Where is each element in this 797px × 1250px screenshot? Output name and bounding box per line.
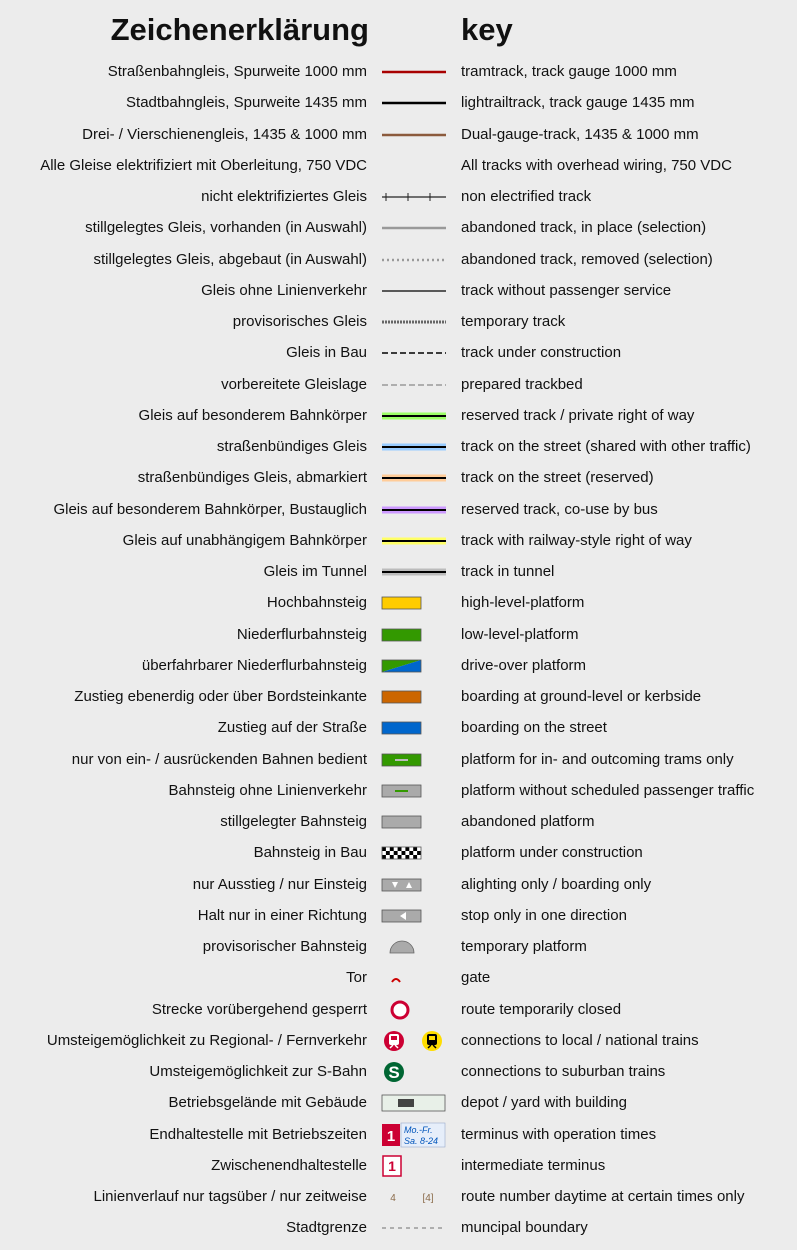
terminus-times-icon xyxy=(380,1120,448,1150)
legend-row xyxy=(0,932,797,962)
legend-row xyxy=(0,557,797,587)
non-electrified-track-icon xyxy=(380,182,448,212)
legend-label-german: provisorisches Gleis xyxy=(232,313,367,330)
legend-label-english: tramtrack, track gauge 1000 mm xyxy=(461,63,677,80)
legend-label-english: platform under construction xyxy=(461,844,643,862)
legend-label-english: muncipal boundary xyxy=(461,1219,588,1237)
legend-label-english: low-level-platform xyxy=(461,625,579,643)
legend-label-german: Gleis ohne Linienverkehr xyxy=(201,281,367,299)
legend-label-english: platform for in- and outcoming trams only xyxy=(461,750,734,768)
legend-label-german: nur Ausstieg / nur Einsteig xyxy=(192,875,367,893)
legend-row xyxy=(0,88,797,118)
legend-row xyxy=(0,1182,797,1212)
abandoned-platform-icon xyxy=(380,807,448,837)
s-bahn-icon xyxy=(380,1057,448,1087)
legend-label-german: Betriebsgelände mit Gebäude xyxy=(168,1094,367,1112)
legend-row xyxy=(0,870,797,900)
legend-row xyxy=(0,713,797,743)
prepared-trackbed-icon xyxy=(380,370,448,400)
legend-label-german: nicht elektrifiziertes Gleis xyxy=(201,188,367,205)
legend-label-english: track in tunnel xyxy=(461,563,555,580)
legend-label-english: track on the street (shared with other traffic) xyxy=(461,438,751,455)
legend-row xyxy=(0,182,797,212)
intermediate-number: 1 xyxy=(388,1157,396,1174)
legend-row xyxy=(0,1151,797,1181)
legend-label-english: depot / yard with building xyxy=(461,1094,627,1112)
track-without-service-icon xyxy=(380,276,448,306)
legend-label-german: Endhaltestelle mit Betriebszeiten xyxy=(149,1125,367,1143)
abandoned-track-removed-icon xyxy=(380,245,448,275)
legend-label-german: Zustieg auf der Straße xyxy=(217,719,367,737)
temporary-track-icon xyxy=(380,307,448,337)
terminus-days: Mo.-Fr. xyxy=(404,1124,433,1135)
legend-label-english: abandoned track, removed (selection) xyxy=(461,250,713,268)
legend-row xyxy=(0,745,797,775)
legend-label-german: Strecke vorübergehend gesperrt xyxy=(151,1000,367,1018)
legend-label-english: connections to suburban trains xyxy=(461,1063,666,1080)
legend-label-german: Umsteigemöglichkeit zur S-Bahn xyxy=(149,1063,367,1080)
legend-label-german: straßenbündiges Gleis xyxy=(216,438,367,455)
railway-style-track-icon xyxy=(380,526,448,556)
legend-label-english: non electrified track xyxy=(461,188,592,205)
legend-label-german: Straßenbahngleis, Spurweite 1000 mm xyxy=(107,63,367,80)
legend-label-german: straßenbündiges Gleis, abmarkiert xyxy=(137,469,367,487)
legend-row xyxy=(0,1120,797,1150)
kerbside-boarding-icon xyxy=(380,682,448,712)
route-sometimes: [4] xyxy=(422,1193,434,1204)
depot-trams-platform-icon xyxy=(380,745,448,775)
legend-row xyxy=(0,151,797,181)
legend-row xyxy=(0,432,797,462)
legend-row xyxy=(0,682,797,712)
legend-row xyxy=(0,963,797,993)
legend-label-english: track on the street (reserved) xyxy=(461,469,654,487)
legend-label-german: Linienverlauf nur tagsüber / nur zeitweise xyxy=(93,1188,367,1205)
dual-gauge-track-line-icon xyxy=(380,120,448,150)
legend-label-english: reserved track / private right of way xyxy=(461,406,695,424)
legend-label-german: Stadtgrenze xyxy=(286,1219,367,1237)
legend-label-german: Niederflurbahnsteig xyxy=(236,625,367,643)
legend-row xyxy=(0,338,797,368)
no-scheduled-service-platform-icon xyxy=(380,776,448,806)
legend-label-english: track under construction xyxy=(461,344,622,362)
platform-under-construction-icon xyxy=(380,838,448,868)
legend-label-german: provisorischer Bahnsteig xyxy=(202,938,367,955)
route-closed-icon xyxy=(380,995,448,1025)
legend-label-english: alighting only / boarding only xyxy=(461,875,652,893)
legend-label-german: Drei- / Vierschienengleis, 1435 & 1000 mm xyxy=(82,125,367,143)
legend-label-english: Dual-gauge-track, 1435 & 1000 mm xyxy=(461,125,699,143)
legend-label-german: Zwischenendhaltestelle xyxy=(211,1156,367,1174)
legend-label-english: abandoned track, in place (selection) xyxy=(461,219,707,237)
tunnel-track-icon xyxy=(380,557,448,587)
legend-label-german: stillgelegtes Gleis, vorhanden (in Auswahl) xyxy=(85,219,367,237)
legend-label-english: abandoned platform xyxy=(461,813,595,830)
legend-row xyxy=(0,776,797,806)
legend-label-english: terminus with operation times xyxy=(461,1125,657,1143)
legend-label-english: connections to local / national trains xyxy=(461,1031,699,1049)
legend-label-german: Umsteigemöglichkeit zu Regional- / Fernverkehr xyxy=(46,1031,367,1049)
legend-label-english: gate xyxy=(461,969,491,987)
legend-row xyxy=(0,901,797,931)
light-rail-track-line-icon xyxy=(380,88,448,118)
legend-row xyxy=(0,120,797,150)
terminus-number: 1 xyxy=(386,1127,396,1145)
legend-label-english: drive-over platform xyxy=(461,656,587,674)
train-connection-icon xyxy=(380,1026,448,1056)
legend-label-english: route temporarily closed xyxy=(461,1000,622,1018)
legend-label-english: track with railway-style right of way xyxy=(461,531,692,549)
legend-label-german: stillgelegter Bahnsteig xyxy=(220,813,367,830)
alighting-boarding-only-icon xyxy=(380,870,448,900)
legend-row xyxy=(0,307,797,337)
track-under-construction-icon xyxy=(380,338,448,368)
legend-label-german: Bahnsteig in Bau xyxy=(253,844,367,862)
reserved-track-icon xyxy=(380,401,448,431)
legend-row xyxy=(0,807,797,837)
street-boarding-icon xyxy=(380,713,448,743)
legend-label-english: stop only in one direction xyxy=(461,906,627,924)
legend-row xyxy=(0,651,797,681)
svg-text:S: S xyxy=(388,1063,400,1082)
legend-row xyxy=(0,1088,797,1118)
abandoned-track-in-place-icon xyxy=(380,213,448,243)
legend-symbol-empty xyxy=(380,151,448,181)
legend-row xyxy=(0,1026,797,1056)
legend-label-german: Gleis in Bau xyxy=(286,344,367,362)
legend-row xyxy=(0,620,797,650)
title-german: Zeichenerklärung xyxy=(110,12,369,47)
low-level-platform-icon xyxy=(380,620,448,650)
legend-label-german: Gleis im Tunnel xyxy=(263,563,367,580)
legend-row xyxy=(0,495,797,525)
legend-row xyxy=(0,838,797,868)
legend-label-english: reserved track, co-use by bus xyxy=(461,500,658,518)
legend-label-german: Halt nur in einer Richtung xyxy=(197,906,367,924)
legend-label-german: stillgelegtes Gleis, abgebaut (in Auswahl) xyxy=(93,250,367,268)
legend-label-german: Hochbahnsteig xyxy=(266,594,367,612)
municipal-boundary-icon xyxy=(380,1213,448,1243)
legend-label-german: Zustieg ebenerdig oder über Bordsteinkante xyxy=(74,688,367,705)
legend-row xyxy=(0,1057,797,1087)
legend-label-english: route number daytime at certain times only xyxy=(461,1188,745,1205)
legend-label-english: high-level-platform xyxy=(461,594,585,612)
high-level-platform-icon xyxy=(380,588,448,618)
legend-label-german: nur von ein- / ausrückenden Bahnen bedient xyxy=(71,750,367,768)
legend-row xyxy=(0,245,797,275)
legend-label-german: Tor xyxy=(346,969,367,987)
legend-label-english: All tracks with overhead wiring, 750 VDC xyxy=(461,156,732,174)
legend-row xyxy=(0,370,797,400)
legend-label-english: temporary platform xyxy=(461,938,587,955)
title-english: key xyxy=(461,12,513,47)
legend-label-german: Bahnsteig ohne Linienverkehr xyxy=(168,781,367,799)
legend-row xyxy=(0,463,797,493)
route-number-icon xyxy=(380,1182,448,1212)
reserved-track-bus-icon xyxy=(380,495,448,525)
route-daytime: 4 xyxy=(390,1193,396,1204)
street-track-reserved-icon xyxy=(380,463,448,493)
legend-label-german: Gleis auf besonderem Bahnkörper, Bustauglich xyxy=(53,500,367,518)
legend-label-english: boarding at ground-level or kerbside xyxy=(461,688,702,705)
legend-row xyxy=(0,401,797,431)
legend-label-english: lightrailtrack, track gauge 1435 mm xyxy=(461,94,695,112)
legend-row xyxy=(0,1213,797,1243)
legend-label-english: boarding on the street xyxy=(461,719,607,737)
tram-track-line-icon xyxy=(380,57,448,87)
legend-label-german: Gleis auf besonderem Bahnkörper xyxy=(138,406,367,424)
legend-label-english: track without passenger service xyxy=(461,281,672,299)
intermediate-terminus-icon xyxy=(380,1151,448,1181)
legend-label-german: Alle Gleise elektrifiziert mit Oberleitung, 750 VDC xyxy=(40,156,367,174)
temporary-platform-icon xyxy=(380,932,448,962)
legend-row xyxy=(0,276,797,306)
legend-row xyxy=(0,213,797,243)
depot-yard-icon xyxy=(380,1088,448,1118)
legend-label-german: Stadtbahngleis, Spurweite 1435 mm xyxy=(126,94,367,112)
legend-row xyxy=(0,526,797,556)
legend-label-german: vorbereitete Gleislage xyxy=(221,375,367,393)
legend-label-german: überfahrbarer Niederflurbahnsteig xyxy=(141,656,367,674)
one-direction-stop-icon xyxy=(380,901,448,931)
street-track-shared-icon xyxy=(380,432,448,462)
legend-label-english: intermediate terminus xyxy=(461,1156,606,1174)
legend-label-english: platform without scheduled passenger traffic xyxy=(461,781,755,799)
drive-over-platform-icon xyxy=(380,651,448,681)
legend-label-english: prepared trackbed xyxy=(461,375,583,393)
legend-row xyxy=(0,588,797,618)
legend-row xyxy=(0,995,797,1025)
gate-icon xyxy=(380,963,448,993)
legend-label-english: temporary track xyxy=(461,313,566,330)
terminus-hours: Sa. 8-24 xyxy=(404,1135,439,1146)
legend-label-german: Gleis auf unabhängigem Bahnkörper xyxy=(122,531,367,549)
legend-row xyxy=(0,57,797,87)
